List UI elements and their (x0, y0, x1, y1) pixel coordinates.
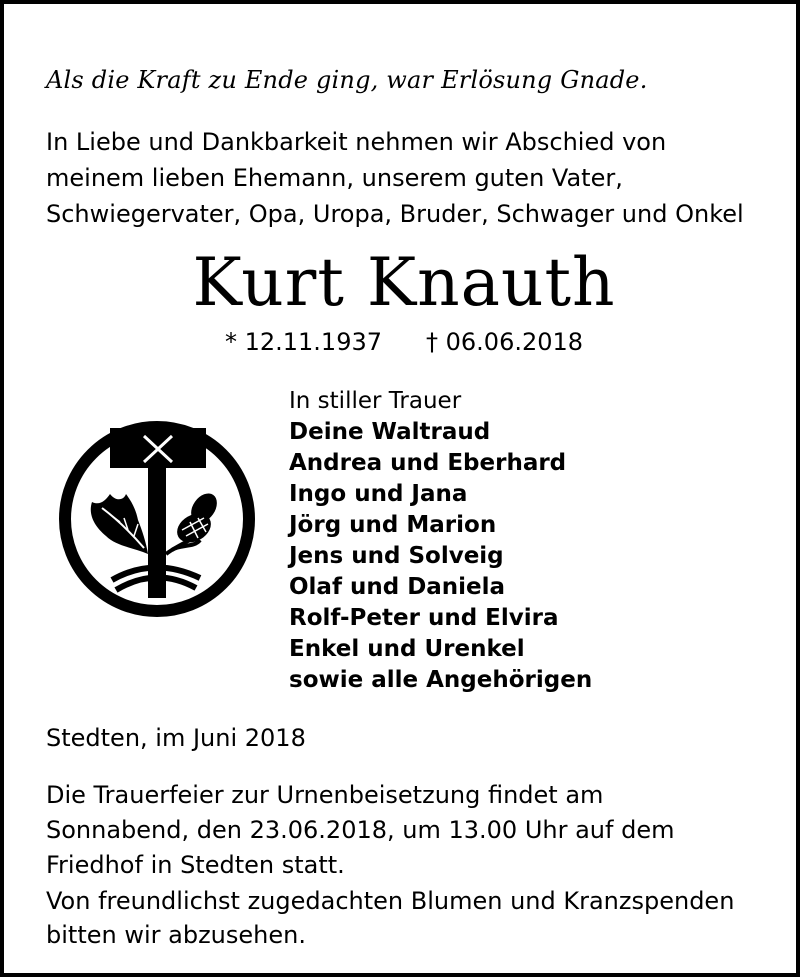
mourner: Jens und Solveig (289, 543, 504, 569)
miners-emblem-icon (54, 416, 260, 622)
flowers-line: bitten wir abzusehen. (46, 921, 306, 949)
motto: Als die Kraft zu Ende ging, war Erlösung Gnade. (46, 66, 648, 94)
mourners-intro: In stiller Trauer (289, 388, 462, 414)
mourner: Jörg und Marion (289, 512, 497, 538)
mourner: Enkel und Urenkel (289, 636, 525, 662)
intro-line: meinem lieben Ehemann, unserem guten Vater, (46, 164, 623, 192)
mourners-list (289, 386, 592, 696)
intro-line: Schwiegervater, Opa, Uropa, Bruder, Schwager und Onkel (46, 200, 744, 228)
hammer-handle (148, 446, 166, 598)
life-dates (4, 328, 800, 356)
ceremony-line: Sonnabend, den 23.06.2018, um 13.00 Uhr auf dem (46, 816, 675, 844)
flowers-line: Von freundlichst zugedachten Blumen und Kranzspenden (46, 887, 735, 915)
oak-leaf (91, 494, 148, 554)
death-date: † 06.06.2018 (426, 328, 584, 356)
intro-line: In Liebe und Dankbarkeit nehmen wir Abschied von (46, 128, 667, 156)
mourner: Andrea und Eberhard (289, 450, 567, 476)
mourner: Ingo und Jana (289, 481, 468, 507)
mourner: sowie alle Angehörigen (289, 667, 593, 693)
intro-text (46, 124, 786, 232)
ceremony-line: Friedhof in Stedten statt. (46, 851, 345, 879)
deceased-name: Kurt Knauth (192, 244, 616, 321)
place-and-date: Stedten, im Juni 2018 (46, 724, 306, 752)
mourner: Olaf und Daniela (289, 574, 506, 600)
ceremony-info (46, 778, 674, 883)
birth-date: * 12.11.1937 (224, 328, 382, 356)
mourner: Rolf-Peter und Elvira (289, 605, 559, 631)
flowers-note (46, 884, 734, 952)
ceremony-line: Die Trauerfeier zur Urnenbeisetzung findet am (46, 781, 604, 809)
mourner: Deine Waltraud (289, 419, 491, 445)
